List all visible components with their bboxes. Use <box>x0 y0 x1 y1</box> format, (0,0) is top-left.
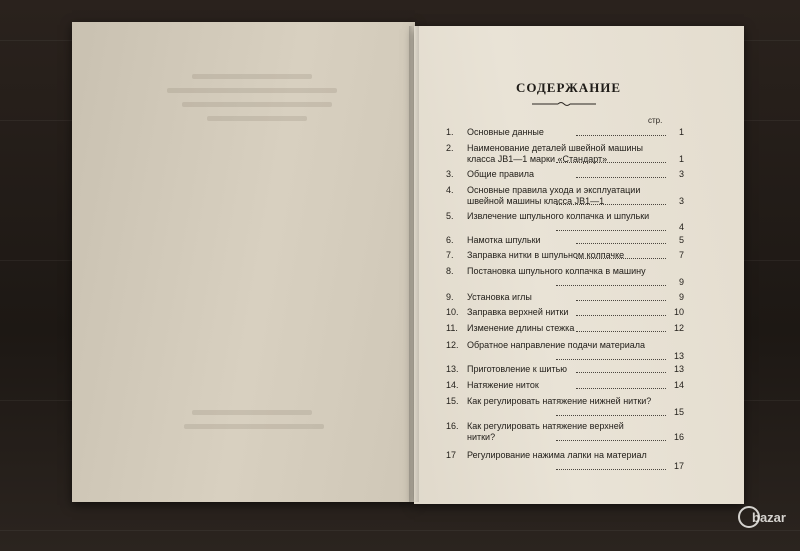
toc-entry <box>446 323 684 334</box>
toc-leader-dots <box>556 230 666 231</box>
toc-entry <box>446 450 684 472</box>
toc-leader-dots <box>576 388 666 389</box>
toc-entry-text: Как регулировать натяжение верхней нитки? <box>467 421 624 442</box>
toc-entry-text: Обратное направление подачи материала <box>467 340 646 350</box>
toc-leader-dots <box>576 243 666 244</box>
toc-entry-page: 15 <box>673 407 684 417</box>
book-spine <box>409 26 419 502</box>
toc-entry <box>446 211 684 233</box>
toc-entry-page: 4 <box>678 222 684 232</box>
toc-entry-number: 10. <box>446 307 459 317</box>
toc-entry <box>446 364 684 375</box>
toc-entry-text: Заправка верхней нитки <box>467 307 569 317</box>
toc-entry-number: 1. <box>446 127 454 137</box>
title-ornament <box>532 101 596 107</box>
toc-entry <box>446 127 684 138</box>
toc-leader-dots <box>576 258 666 259</box>
toc-entry-page: 1 <box>678 127 684 137</box>
toc-leader-dots <box>556 415 666 416</box>
toc-leader-dots <box>576 331 666 332</box>
wood-grain <box>0 530 800 531</box>
toc-entry-page: 12 <box>673 323 684 333</box>
toc-leader-dots <box>556 469 666 470</box>
toc-entry-number: 14. <box>446 380 459 390</box>
toc-entry-page: 5 <box>678 235 684 245</box>
toc-entry <box>446 380 684 391</box>
toc-leader-dots <box>576 300 666 301</box>
toc-entry-number: 7. <box>446 250 454 260</box>
toc-entry-text: Постановка шпульного колпачка в машину <box>467 266 646 276</box>
toc-entry-number: 13. <box>446 364 459 374</box>
toc-leader-dots <box>576 135 666 136</box>
toc-entry-text: Изменение длины стежка <box>467 323 575 333</box>
toc-entry-text: Приготовление к шитью <box>467 364 568 374</box>
toc-leader-dots <box>556 162 666 163</box>
bleed-through-line <box>167 88 337 93</box>
toc-entry-number: 9. <box>446 292 454 302</box>
toc-entry-page: 16 <box>673 432 684 442</box>
toc-entry-text: Общие правила <box>467 169 535 179</box>
toc-entry-text: Натяжение ниток <box>467 380 539 390</box>
toc-entry-page: 3 <box>678 169 684 179</box>
toc-entry-number: 2. <box>446 143 454 153</box>
toc-entry <box>446 235 684 246</box>
watermark-text: bazar <box>752 510 786 525</box>
toc-entry <box>446 143 684 165</box>
toc-entry-number: 11. <box>446 323 458 333</box>
toc-entry-page: 13 <box>673 351 684 361</box>
toc-entry-text: Как регулировать натяжение нижней нитки? <box>467 396 652 406</box>
toc-entry-page: 17 <box>673 461 684 471</box>
bleed-through-line <box>192 410 312 415</box>
toc-entry-text: Основные правила ухода и эксплуатации швейной машины класса ЈВ1—1 <box>467 185 641 206</box>
toc-entry-number: 3. <box>446 169 454 179</box>
toc-entry-number: 6. <box>446 235 454 245</box>
toc-entry-page: 13 <box>673 364 684 374</box>
toc-title: СОДЕРЖАНИЕ <box>516 80 622 95</box>
bleed-through-line <box>207 116 307 121</box>
toc-entry-number: 5. <box>446 211 454 221</box>
bleed-through-line <box>192 74 312 79</box>
toc-entry-number: 16. <box>446 421 459 431</box>
toc-entry <box>446 421 684 443</box>
toc-entry <box>446 292 684 303</box>
toc-leader-dots <box>576 315 666 316</box>
toc-entry-page: 10 <box>673 307 684 317</box>
toc-leader-dots <box>576 372 666 373</box>
toc-entry-text: Заправка нитки в шпульном колпачке <box>467 250 625 260</box>
toc-entry-page: 9 <box>678 292 684 302</box>
toc-entry <box>446 396 684 418</box>
toc-entry-page: 9 <box>678 277 684 287</box>
toc-entry-text: Регулирование нажима лапки на материал <box>467 450 647 460</box>
toc-entry-text: Основные данные <box>467 127 544 137</box>
toc-entry-text: Извлечение шпульного колпачка и шпульки <box>467 211 650 221</box>
toc-entry-number: 4. <box>446 185 454 195</box>
toc-entry <box>446 340 684 362</box>
toc-entry-number: 15. <box>446 396 459 406</box>
toc-entry-number: 17 <box>446 450 457 460</box>
toc-entry-number: 12. <box>446 340 459 350</box>
toc-leader-dots <box>556 204 666 205</box>
toc-entry-text: Намотка шпульки <box>467 235 541 245</box>
toc-entry <box>446 185 684 207</box>
bleed-through-line <box>184 424 324 429</box>
left-page <box>72 22 415 502</box>
bleed-through-line <box>182 102 332 107</box>
toc-entry-number: 8. <box>446 266 454 276</box>
toc-entry-text: Наименование деталей швейной машины класса ЈВ1—1 марки «Стандарт» <box>467 143 643 164</box>
toc-entry <box>446 250 684 261</box>
toc-leader-dots <box>556 359 666 360</box>
toc-entry <box>446 307 684 318</box>
toc-entry-text: Установка иглы <box>467 292 532 302</box>
toc-entry-page: 3 <box>678 196 684 206</box>
toc-leader-dots <box>576 177 666 178</box>
toc-entry-page: 14 <box>673 380 684 390</box>
toc-entry-page: 1 <box>678 154 684 164</box>
page-column-header: стр. <box>648 116 663 125</box>
toc-entry <box>446 266 684 288</box>
toc-leader-dots <box>556 285 666 286</box>
toc-entry <box>446 169 684 180</box>
toc-leader-dots <box>556 440 666 441</box>
toc-entry-page: 7 <box>678 250 684 260</box>
